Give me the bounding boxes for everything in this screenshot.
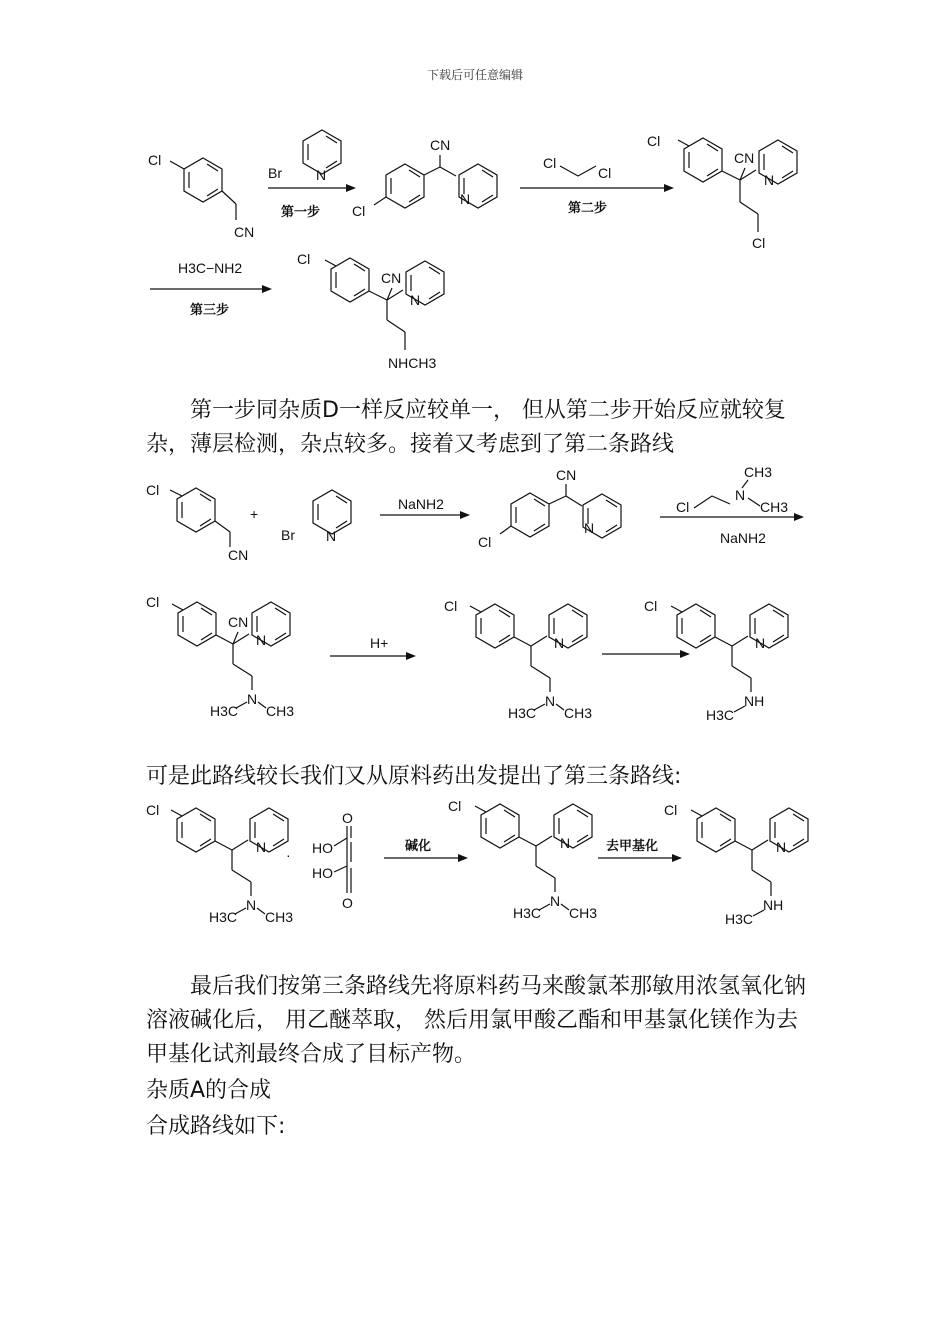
cl-label: Cl — [146, 594, 160, 610]
br-label: Br — [281, 527, 295, 543]
scheme-3 — [146, 798, 808, 927]
n-label: N — [776, 839, 787, 855]
cn-label: CN — [734, 150, 755, 166]
cl-label: Cl — [598, 165, 612, 181]
cl-label: Cl — [676, 499, 690, 515]
n-label: N — [755, 635, 766, 651]
cl-label: Cl — [148, 152, 162, 168]
cn-label: CN — [234, 224, 255, 240]
cn-label: CN — [556, 467, 577, 483]
nh-label: NH — [744, 693, 765, 709]
n-label: N — [256, 632, 267, 648]
n-label: N — [584, 520, 595, 536]
h3c-label: H3C — [210, 703, 239, 719]
cl-label: Cl — [644, 598, 658, 614]
n-label: N — [316, 167, 327, 183]
n-label: N — [560, 835, 571, 851]
nh-label: NH — [763, 897, 784, 913]
nanh2-label: NaNH2 — [720, 530, 766, 546]
cl-label: Cl — [478, 534, 492, 550]
alkali-label: 碱化 — [405, 839, 432, 854]
n-label: N — [256, 839, 267, 855]
page-header: 下载后可任意编辑 — [426, 68, 523, 82]
step1-label: 第一步 — [281, 205, 321, 220]
o-label: O — [342, 810, 353, 826]
paragraph-route-three-intro: 可是此路线较长我们又从原料药出发提出了第三条路线: — [146, 764, 682, 789]
cl-label: Cl — [444, 598, 458, 614]
section-heading-impurity-a: 杂质A的合成 — [146, 1078, 272, 1103]
paragraph-route-two-intro: 第一步同杂质D一样反应较单一， 但从第二步开始反应就较复杂，薄层检测，杂点较多。接着又考虑到了第二条路线 — [146, 398, 786, 457]
salt-dot: · — [286, 847, 291, 863]
n-label: N — [247, 691, 258, 707]
plus-sign: + — [250, 506, 259, 522]
cn-label: CN — [381, 270, 402, 286]
hplus-label: H+ — [370, 635, 389, 651]
ch3-label: CH3 — [265, 909, 294, 925]
ch3-label: CH3 — [266, 703, 295, 719]
cl-label: Cl — [352, 203, 366, 219]
ch3-label: CH3 — [569, 905, 598, 921]
cl-label: Cl — [297, 251, 311, 267]
scheme-2 — [146, 464, 804, 723]
h3c-label: H3C — [725, 911, 754, 927]
n-label: N — [246, 897, 257, 913]
cl-label: Cl — [448, 798, 462, 814]
ho-label: HO — [312, 865, 333, 881]
cl-label: Cl — [647, 133, 661, 149]
cn-label: CN — [228, 614, 249, 630]
n-label: N — [326, 528, 337, 544]
ch3-label: CH3 — [564, 705, 593, 721]
cl-label: Cl — [543, 155, 557, 171]
h3c-label: H3C — [706, 707, 735, 723]
methylamine-label: H3C−NH2 — [178, 260, 243, 276]
n-label: N — [550, 893, 561, 909]
ch3-label: CH3 — [744, 464, 773, 480]
h3c-label: H3C — [513, 905, 542, 921]
cl-label: Cl — [664, 802, 678, 818]
demethyl-label: 去甲基化 — [606, 839, 659, 854]
step2-label: 第二步 — [568, 201, 608, 216]
scheme-1 — [148, 130, 797, 371]
cn-label: CN — [430, 137, 451, 153]
cl-label: Cl — [752, 235, 766, 251]
cl-label: Cl — [146, 482, 160, 498]
cl-label: Cl — [146, 802, 160, 818]
synthesis-route-label: 合成路线如下: — [146, 1114, 286, 1139]
cn-label: CN — [228, 547, 249, 563]
br-label: Br — [268, 165, 282, 181]
n-label: N — [735, 487, 746, 503]
step3-label: 第三步 — [190, 303, 230, 318]
nhch3-label: NHCH3 — [388, 355, 437, 371]
h3c-label: H3C — [209, 909, 238, 925]
nanh2-label: NaNH2 — [398, 496, 444, 512]
n-label: N — [764, 172, 775, 188]
o-label: O — [342, 895, 353, 911]
ch3-label: CH3 — [760, 499, 789, 515]
n-label: N — [554, 635, 565, 651]
n-label: N — [410, 292, 421, 308]
h3c-label: H3C — [508, 705, 537, 721]
n-label: N — [545, 693, 556, 709]
paragraph-conclusion: 最后我们按第三条路线先将原料药马来酸氯苯那敏用浓氢氧化钠溶液碱化后， 用乙醚萃取， 然后用氯甲酸乙酯和甲基氯化镁作为去甲基化试剂最终合成了目标产物。 — [146, 974, 807, 1067]
ho-label: HO — [312, 840, 333, 856]
n-label: N — [460, 191, 471, 207]
